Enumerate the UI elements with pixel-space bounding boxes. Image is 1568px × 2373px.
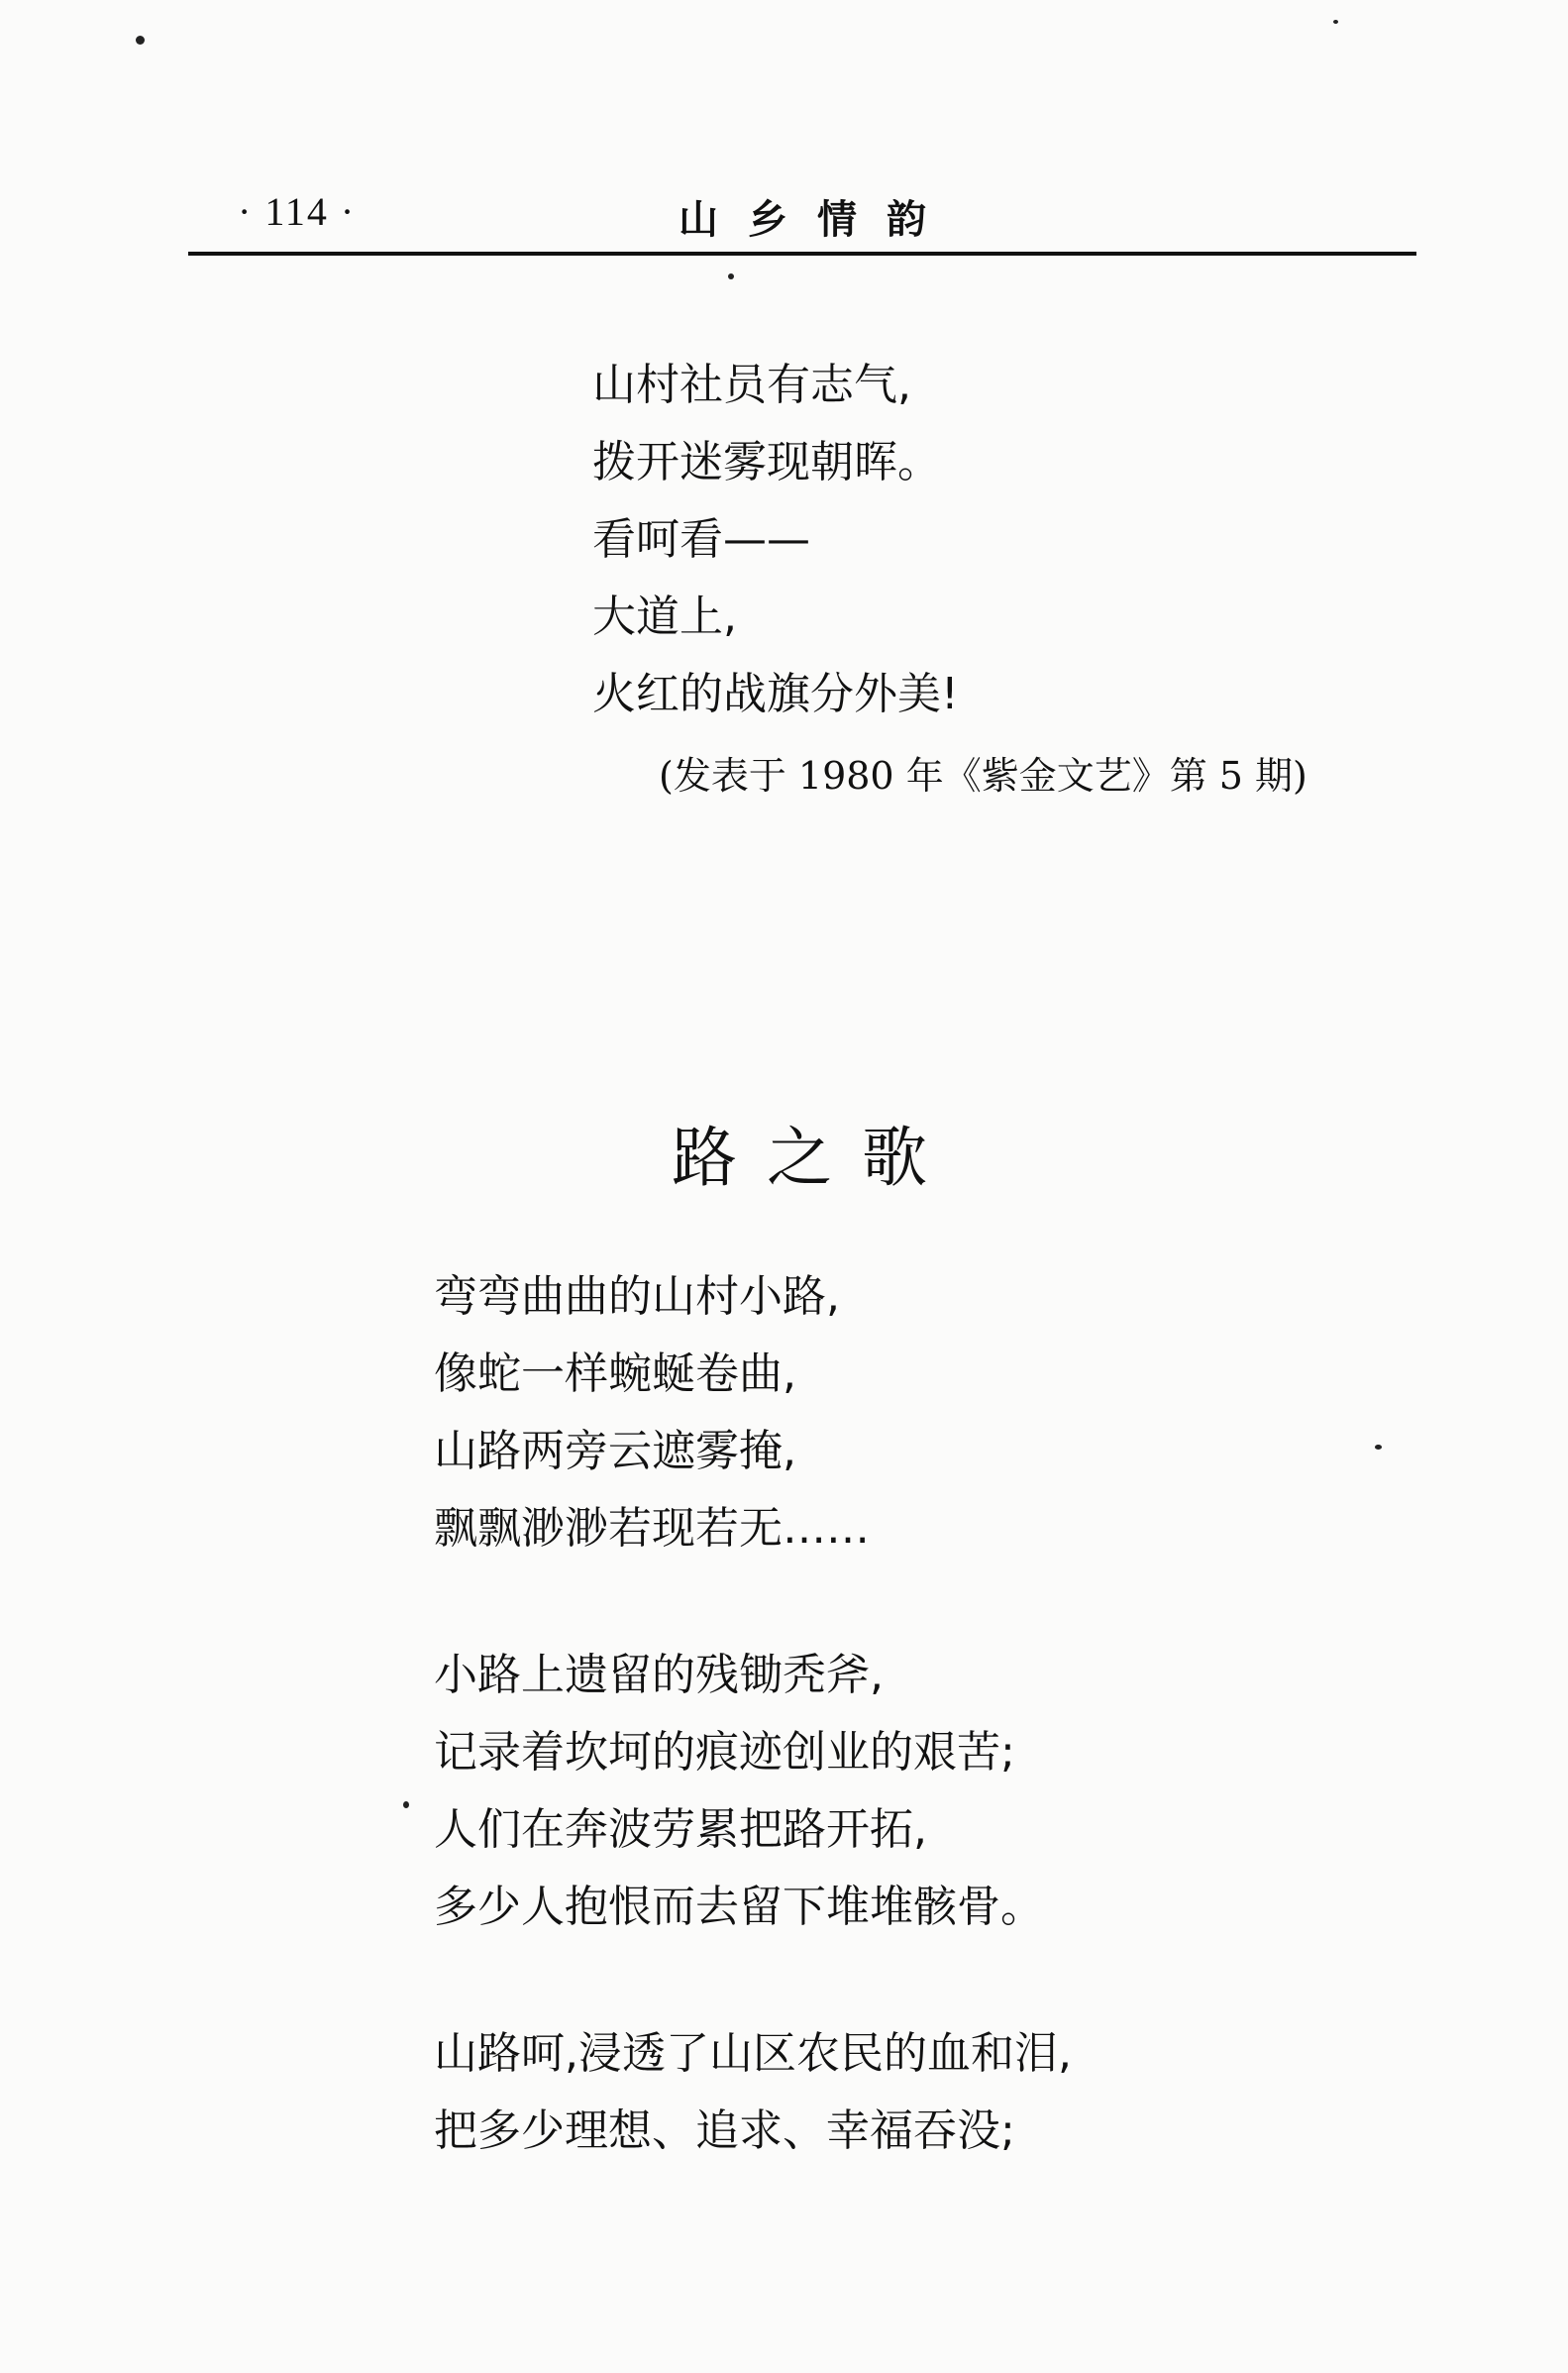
poem-line: 人们在奔波劳累把路开拓, (434, 1804, 927, 1855)
page-number: · 114 · (238, 189, 357, 234)
poem-line: 大道上, (592, 592, 737, 642)
scan-speck (1375, 1445, 1382, 1450)
scan-speck (728, 273, 734, 279)
stanza (434, 1637, 1072, 1946)
previous-poem-ending (592, 347, 959, 733)
poem-line: 山路两旁云遮雾掩, (434, 1426, 796, 1476)
poem-line: 把多少理想、追求、幸福吞没; (434, 2105, 1015, 2156)
poem-line: 多少人抱恨而去留下堆堆骸骨。 (434, 1882, 1044, 1932)
poem-line: 火红的战旗分外美! (592, 669, 959, 719)
page-header (188, 188, 1416, 258)
poem-line: 记录着坎坷的痕迹创业的艰苦; (434, 1727, 1015, 1778)
poem-line: 飘飘渺渺若现若无…… (434, 1503, 870, 1554)
poem-line: 弯弯曲曲的山村小路, (434, 1271, 840, 1322)
poem-line: 小路上遗留的残锄秃斧, (434, 1650, 884, 1700)
poem-line: 拨开迷雾现朝晖。 (592, 437, 941, 487)
poem-title: 路之歌 (672, 1120, 957, 1196)
running-title: 山乡情韵 (679, 196, 956, 243)
poem-line: 山村社员有志气, (592, 360, 911, 410)
poem-line: 看呵看—— (592, 514, 810, 565)
poem-body (434, 1258, 1072, 2239)
scan-speck (1333, 20, 1338, 24)
poem-line: 山路呵,浸透了山区农民的血和泪, (434, 2028, 1072, 2079)
header-rule (188, 252, 1416, 256)
publication-citation: (发表于 1980 年《紫金文艺》第 5 期) (659, 754, 1307, 798)
stanza (434, 1258, 1072, 1567)
scan-speck (403, 1801, 409, 1808)
poem-line: 像蛇一样蜿蜒卷曲, (434, 1348, 796, 1399)
scan-speck (136, 36, 145, 45)
stanza (434, 2015, 1072, 2170)
